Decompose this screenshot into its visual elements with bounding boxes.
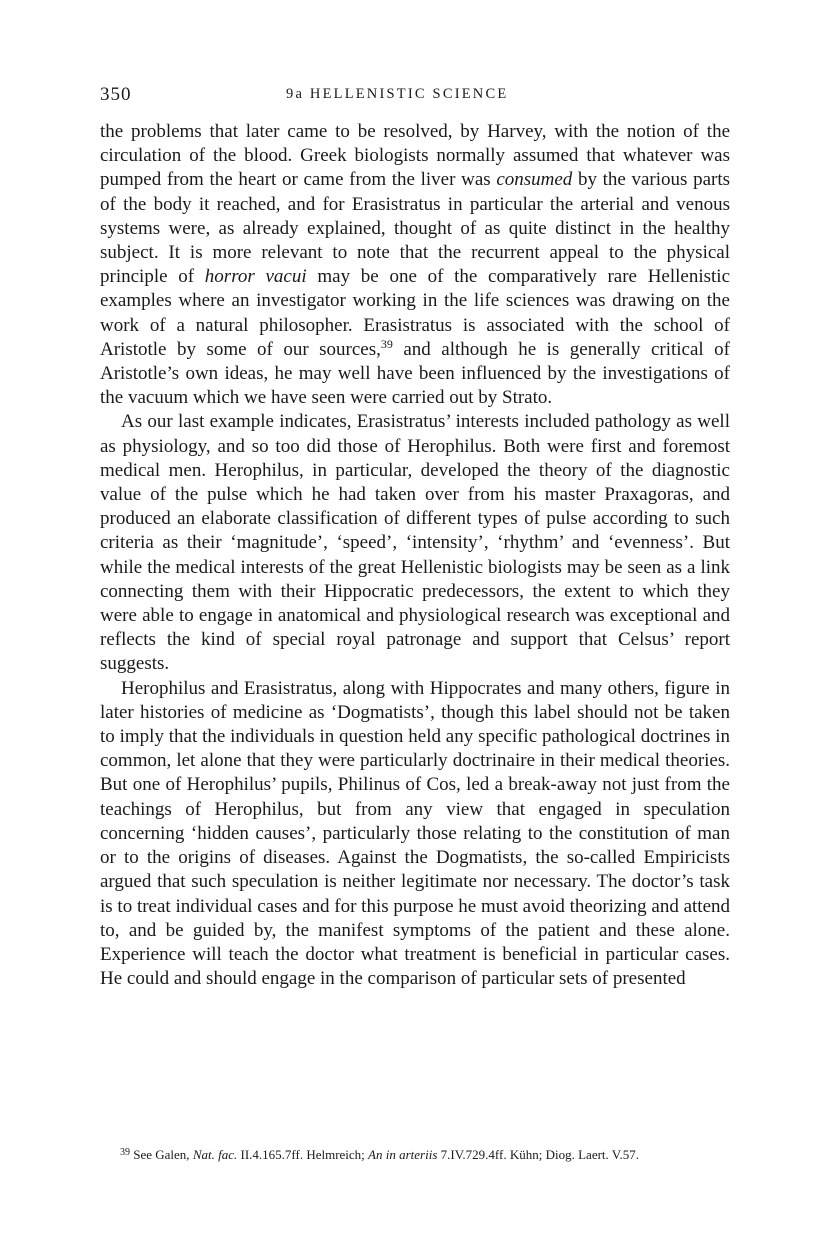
paragraph: Herophilus and Erasistratus, along with Hippocrates and many others, figure in later histories of medicine as ‘Dogmatists’, though this label should not be taken to imply that the individuals in question held any specific pathological doctrines in common, let alone that they were particularly doctrinaire in their medical theories. But one of Herophilus’ pupils, Philinus of Cos, led a break-away not just from the teachings of Herophilus, but from any view that engaged in speculation concerning ‘hidden causes’, particularly those relating to the constitution of man or to the origins of diseases. Against the Dogmatists, the so-called Empiricists argued that such speculation is neither legitimate nor necessary. The doctor’s task is to treat individual cases and for this purpose he must avoid theorizing and attend to, and be guided by, the manifest symptoms of the patient and these alone. Experience will teach the doctor what treatment is beneficial in particular cases. He could and should engage in the comparison of particular sets of presented — [100, 677, 731, 990]
footnote-marker: 39 — [120, 1147, 130, 1158]
footnotes — [100, 1145, 730, 1165]
italic-term: consumed — [496, 169, 573, 191]
footnote: $^{39}$ See Galen, Nat. fac. II.4.165.7ff. Helmreich; An in arteriis 7.IV.729.4ff. Kühn; Diog. Laert. V.57. — [120, 1147, 640, 1162]
footnote-reference[interactable]: 39 — [380, 336, 393, 351]
running-head: 9a HELLENISTIC SCIENCE — [286, 86, 509, 102]
paragraph: As our last example indicates, Erasistratus’ interests included pathology as well as physiology, and so too did those of Herophilus. Both were first and foremost medical men. Herophilus, in particular, developed the theory of the diagnostic value of the pulse which he had taken over from his master Praxagoras, and produced an elaborate classification of different types of pulse according to such criteria as their ‘magnitude’, ‘speed’, ‘intensity’, ‘rhythm’ and ‘evenness’. But while the medical interests of the great Hellenistic biologists may be seen as a link connecting them with their Hippocratic predecessors, the extent to which they were able to engage in anatomical and physiological research was exceptional and reflects the kind of special royal patronage and support that Celsus’ report suggests. — [100, 411, 730, 675]
italic-term: An in arteriis — [368, 1147, 438, 1162]
main-text — [100, 120, 730, 991]
page-number: 350 — [100, 84, 132, 105]
italic-term: horror vacui — [204, 266, 307, 288]
italic-term: Nat. fac. — [192, 1147, 238, 1162]
page-header — [100, 84, 730, 108]
paragraph: the problems that later came to be resolved, by Harvey, with the notion of the circulation of the blood. Greek biologists normally assumed that whatever was pumped from the heart or came from the liver was consumed by the various parts of the body it reached, and for Erasistratus in particular the arterial and venous systems were, as already explained, thought of as quite distinct in the healthy subject. It is more relevant to note that the recurrent appeal to the physical principle of horror vacui may be one of the comparatively rare Hellenistic examples where an investigator working in the life sciences was drawing on the work of a natural philosopher. Erasistratus is associated with the school of Aristotle by some of our sources,$^{39}$ and although he is generally critical of Aristotle’s own ideas, he may well have been influenced by the investigations of the vacuum which we have seen were carried out by Strato. — [100, 121, 731, 409]
